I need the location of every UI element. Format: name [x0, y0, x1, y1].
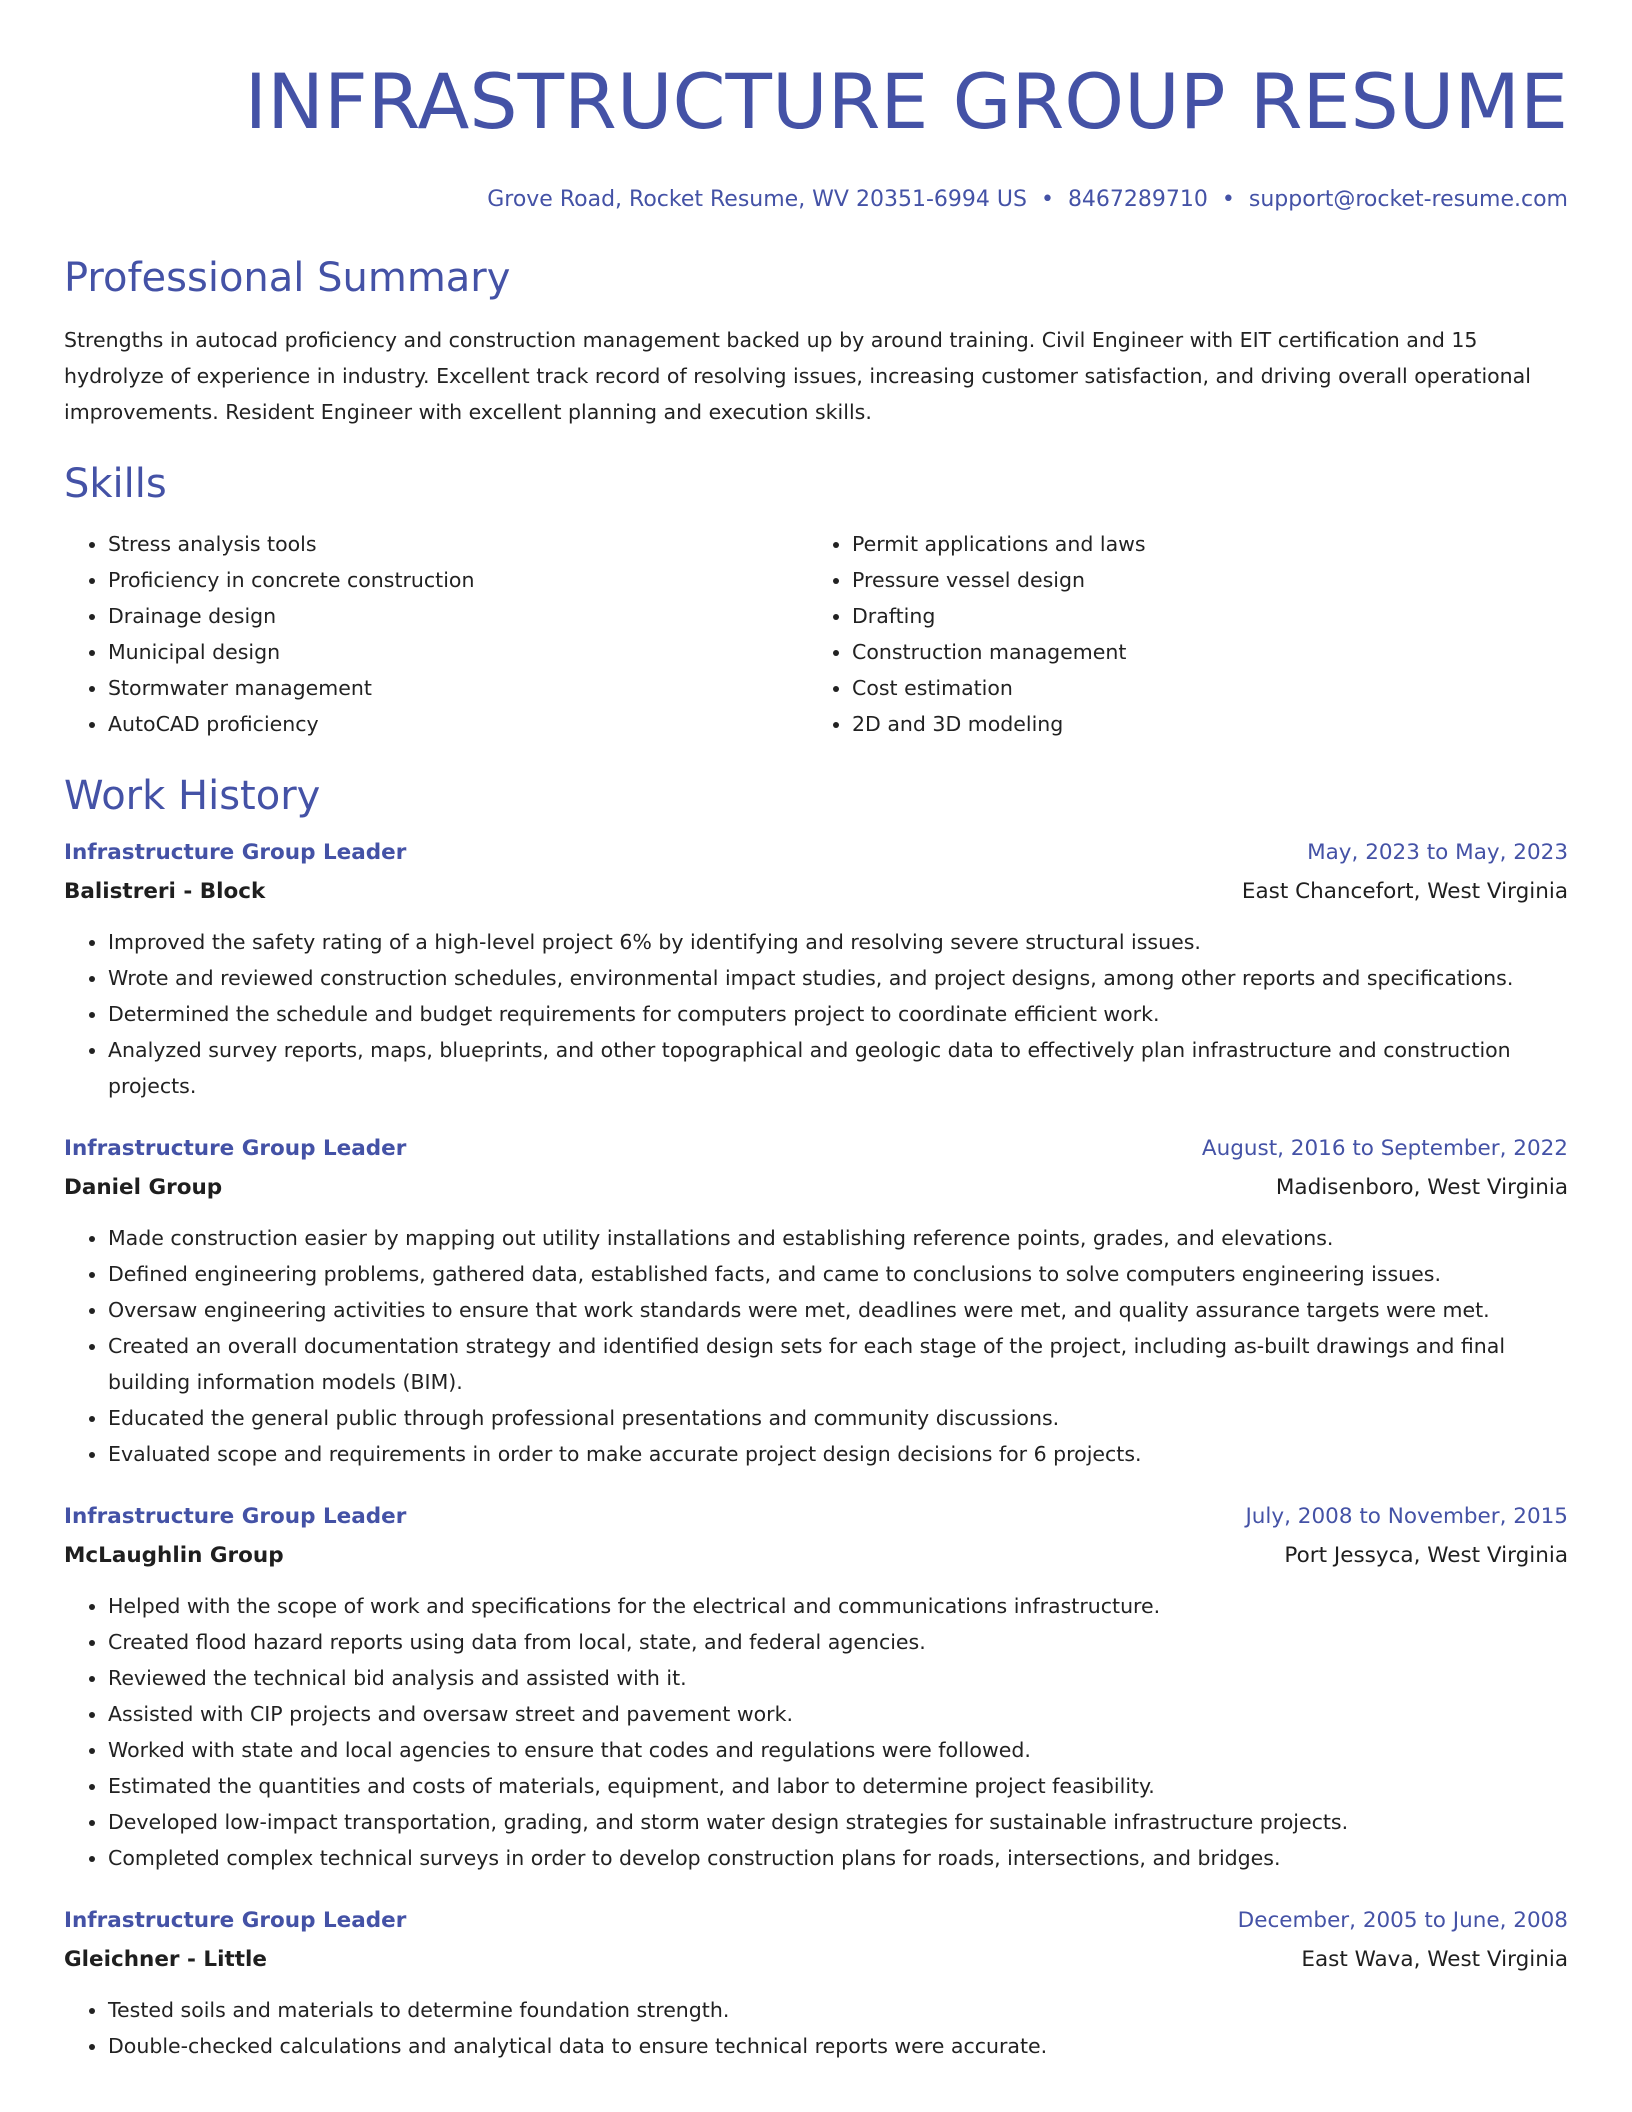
job-entry — [64, 1902, 1568, 2064]
summary-heading: Professional Summary — [64, 255, 511, 301]
job-bullet: • Determined the schedule and budget requirements for computers project to coordinate efficient work. — [108, 996, 1568, 1032]
skill-item: • AutoCAD proficiency — [108, 706, 808, 742]
skill-item: • Municipal design — [108, 634, 808, 670]
summary-text: Strengths in autocad proficiency and construction management backed up by around training. Civil Engineer with EIT certification and 15 hydrolyze of experience in industry. Excellent track record of resolving issues, increasing customer satisfaction, and driving overall operational improvements. Resident Engineer with excellent planning and execution skills. — [64, 328, 1531, 424]
job-bullet: • Helped with the scope of work and specifications for the electrical and communications infrastructure. — [108, 1588, 1568, 1624]
job-bullets — [64, 1992, 1568, 2064]
job-company: Daniel Group — [64, 1175, 223, 1200]
job-bullets — [64, 924, 1568, 1104]
skill-item: • Permit applications and laws — [852, 526, 1552, 562]
job-bullet: • Assisted with CIP projects and oversaw street and pavement work. — [108, 1696, 1568, 1732]
contact-email: support@rocket-resume.com — [1248, 187, 1568, 212]
job-dates: July, 2008 to November, 2015 — [1245, 1504, 1568, 1529]
contact-line — [64, 182, 1568, 218]
job-entry — [64, 1498, 1568, 1876]
job-bullet: • Developed low-impact transportation, grading, and storm water design strategies for sustainable infrastructure projects. — [108, 1804, 1568, 1840]
job-company: Balistreri - Block — [64, 879, 266, 904]
skill-item: • Pressure vessel design — [852, 562, 1552, 598]
resume-name: INFRASTRUCTURE GROUP RESUME — [244, 57, 1568, 146]
job-bullet: • Double-checked calculations and analytical data to ensure technical reports were accurate. — [108, 2028, 1568, 2064]
job-bullet: • Made construction easier by mapping out utility installations and establishing reference points, grades, and elevations. — [108, 1220, 1568, 1256]
job-bullet: • Wrote and reviewed construction schedules, environmental impact studies, and project designs, among other reports and specifications. — [108, 960, 1568, 996]
contact-separator: • — [1221, 187, 1235, 212]
skills-heading: Skills — [64, 461, 167, 507]
job-bullet: • Evaluated scope and requirements in order to make accurate project design decisions for 6 projects. — [108, 1436, 1568, 1472]
job-title: Infrastructure Group Leader — [64, 840, 407, 865]
contact-phone: 8467289710 — [1067, 187, 1208, 212]
skill-item: • 2D and 3D modeling — [852, 706, 1552, 742]
contact-address: Grove Road, Rocket Resume, WV 20351-6994 US — [487, 187, 1027, 212]
contact-separator: • — [1040, 187, 1054, 212]
job-bullets — [64, 1588, 1568, 1876]
job-dates: May, 2023 to May, 2023 — [1307, 840, 1568, 865]
job-bullet: • Improved the safety rating of a high-level project 6% by identifying and resolving severe structural issues. — [108, 924, 1568, 960]
job-bullet: • Oversaw engineering activities to ensure that work standards were met, deadlines were met, and quality assurance targets were met. — [108, 1292, 1568, 1328]
skill-item: • Stress analysis tools — [108, 526, 808, 562]
job-bullet: • Created flood hazard reports using data from local, state, and federal agencies. — [108, 1624, 1568, 1660]
job-entry — [64, 834, 1568, 1104]
job-bullet: • Analyzed survey reports, maps, blueprints, and other topographical and geologic data to effectively plan infrastructure and construction projects. — [108, 1032, 1568, 1104]
job-location: Madisenboro, West Virginia — [1275, 1175, 1568, 1200]
skill-item: • Drafting — [852, 598, 1552, 634]
job-bullet: • Tested soils and materials to determine foundation strength. — [108, 1992, 1568, 2028]
skill-item: • Drainage design — [108, 598, 808, 634]
job-company: McLaughlin Group — [64, 1543, 284, 1568]
skills-list — [64, 526, 1568, 742]
skills-column-right — [808, 526, 1552, 742]
job-title: Infrastructure Group Leader — [64, 1136, 407, 1161]
job-bullet: • Defined engineering problems, gathered data, established facts, and came to conclusions to solve computers engineering issues. — [108, 1256, 1568, 1292]
skill-item: • Stormwater management — [108, 670, 808, 706]
job-bullet: • Created an overall documentation strategy and identified design sets for each stage of the project, including as-built drawings and final building information models (BIM). — [108, 1328, 1568, 1400]
skills-column-left — [64, 526, 808, 742]
job-location: East Wava, West Virginia — [1301, 1947, 1568, 1972]
job-title: Infrastructure Group Leader — [64, 1908, 407, 1933]
job-bullets — [64, 1220, 1568, 1472]
job-entry — [64, 1130, 1568, 1472]
job-company: Gleichner - Little — [64, 1947, 267, 1972]
skill-item: • Construction management — [852, 634, 1552, 670]
job-dates: December, 2005 to June, 2008 — [1237, 1908, 1568, 1933]
job-bullet: • Estimated the quantities and costs of materials, equipment, and labor to determine project feasibility. — [108, 1768, 1568, 1804]
job-title: Infrastructure Group Leader — [64, 1504, 407, 1529]
job-dates: August, 2016 to September, 2022 — [1201, 1136, 1568, 1161]
job-bullet: • Worked with state and local agencies to ensure that codes and regulations were followed. — [108, 1732, 1568, 1768]
job-bullet: • Educated the general public through professional presentations and community discussions. — [108, 1400, 1568, 1436]
resume-page — [64, 0, 1568, 2064]
job-bullet: • Reviewed the technical bid analysis and assisted with it. — [108, 1660, 1568, 1696]
work-history-heading: Work History — [64, 773, 321, 819]
job-bullet: • Completed complex technical surveys in order to develop construction plans for roads, intersections, and bridges. — [108, 1840, 1568, 1876]
job-location: Port Jessyca, West Virginia — [1284, 1543, 1568, 1568]
skill-item: • Proficiency in concrete construction — [108, 562, 808, 598]
job-location: East Chancefort, West Virginia — [1241, 879, 1568, 904]
skill-item: • Cost estimation — [852, 670, 1552, 706]
